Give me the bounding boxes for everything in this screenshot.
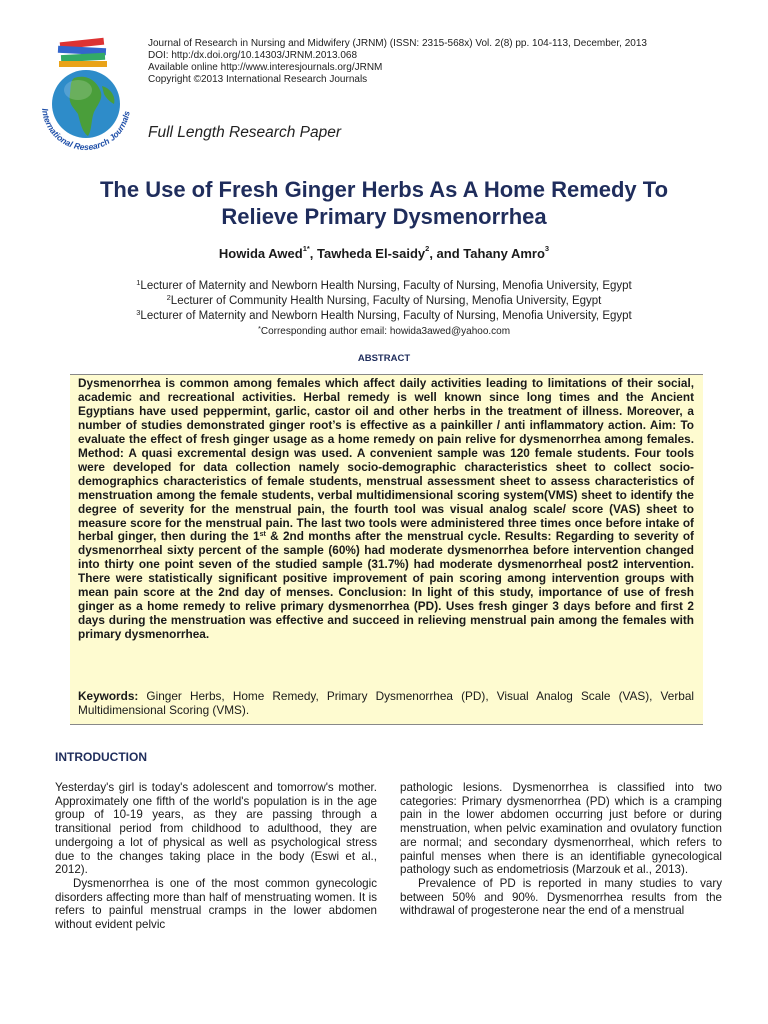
- keywords: [78, 689, 694, 717]
- author-2: , Tawheda El-saidy: [309, 246, 426, 261]
- keywords-text: Ginger Herbs, Home Remedy, Primary Dysmenorrhea (PD), Visual Analog Scale (VAS), Verbal Multidimensional Scoring (VMS).: [78, 689, 694, 717]
- corresponding-author: [0, 326, 768, 337]
- author-3: , and Tahany Amro: [429, 246, 545, 261]
- affiliation-1-sup: 1: [136, 278, 141, 287]
- journal-info: [148, 38, 647, 86]
- online-link[interactable]: Available online http://www.interesjournals.org/JRNM: [148, 62, 383, 73]
- abstract-box: [70, 374, 703, 725]
- affiliation-1: [0, 280, 768, 292]
- affiliation-3: [0, 310, 768, 322]
- journal-logo: [34, 34, 134, 154]
- affiliation-2-text: Lecturer of Community Health Nursing, Faculty of Nursing, Menofia University, Egypt: [170, 295, 602, 307]
- globe-books-logo: [34, 34, 134, 154]
- intro-paragraph-3: pathologic lesions. Dysmenorrhea is classified into two categories: Primary dysmenorrhea (PD) which is a cramping pain in the lower abdomen occurring just before or during menstruation, when pelvic examination and ovulatory function are normal; and secondary dysmenorrheal, which refers to painful menses when there is an identifiable gynecological pathology such as endometriosis (Marzouk et al., 2013).: [400, 781, 722, 877]
- paper-title: [0, 176, 768, 230]
- intro-paragraph-1: Yesterday's girl is today's adolescent and tomorrow's mother. Approximately one fifth of the world's population is in the age group of 10-19 years, as they are passing through a transitional period from childhood to adulthood, they are undergoing a lot of physical as well as psychological stress due to the changes taking place in the body (Eswi et al., 2012).: [55, 781, 377, 877]
- abstract-text-part-2: & 2nd months after the menstrual cycle. Results: Regarding to severity of dysmenorrheal sixty percent of the sample (60%) had moderate dysmenorrhea before intervention changed into thirty one point seven of the studied sample (31.7%) had moderate dysmenorrheal post2 intervention. There were statistically significant positive improvement of pain scoring among intervention groups with mean pain score at the 2nd day of menses. Conclusion: In light of this study, importance of use of fresh ginger as a home remedy to relive primary dysmenorrhea (PD). Uses fresh ginger 3 days before and first 2 days during the menstruation was effective and succeed in relieving menstrual pain among the females with primary dysmenorrhea.: [78, 529, 694, 642]
- corresponding-sup: *: [257, 324, 261, 333]
- journal-citation: Journal of Research in Nursing and Midwifery (JRNM) (ISSN: 2315-568x) Vol. 2(8) pp. 104-113, December, 2013: [148, 38, 647, 49]
- globe-icon: [52, 70, 120, 138]
- intro-left-column: [55, 781, 377, 932]
- affiliation-1-text: Lecturer of Maternity and Newborn Health Nursing, Faculty of Nursing, Menofia University, Egypt: [140, 280, 632, 292]
- title-line-1: The Use of Fresh Ginger Herbs As A Home Remedy To: [99, 177, 669, 202]
- author-3-sup: 3: [544, 244, 550, 253]
- affiliation-2: [0, 295, 768, 307]
- abstract-text-part-1: Dysmenorrhea is common among females which affect daily activities leading to limitations of their social, academic and recreational activities. Herbal remedy is well known since long times and the Ancient Egyptians have used peppermint, garlic, castor oil and other herbs in the treatment of illness. Moreover, a number of studies demonstrated ginger root’s is effective as a painkiller / anti inflammatory action. Aim: To evaluate the effect of fresh ginger usage as a home remedy on pain relive for dysmenorrhea among females. Method: A quasi excremental design was used. A convenient sample was 120 female students. Four tools were developed for data collection namely socio-demographic characteristics sheet to collect socio-demographics characteristics of female students, menstrual assessment sheet to assess characteristics of menstruation among the female students, verbal multidimensional scoring system(VMS) sheet to identify the degree of severity for the menstrual pain, the fourth tool was visual analog scale/ score (VAS) sheet to measure score for the menstrual pain. The last two tools were administered three times once before intake of herbal ginger, then during the 1: [78, 376, 694, 544]
- author-1: Howida Awed: [218, 246, 303, 261]
- copyright-line: Copyright ©2013 International Research Journals: [148, 74, 368, 85]
- abstract-text: [78, 377, 694, 642]
- intro-paragraph-2: Dysmenorrhea is one of the most common gynecologic disorders affecting more than half of menstruating women. It is refers to painful menstrual cramps in the lower abdomen without evident pelvic: [55, 876, 377, 932]
- title-line-2: Relieve Primary Dysmenorrhea: [221, 204, 547, 229]
- intro-paragraph-4: Prevalence of PD is reported in many studies to vary between 50% and 90%. Dysmenorrhea results from the withdrawal of progesterone near the end of a menstrual: [400, 876, 722, 918]
- affiliation-2-sup: 2: [166, 293, 171, 302]
- authors: [0, 246, 768, 261]
- intro-right-column: [400, 781, 722, 918]
- abstract-heading: ABSTRACT: [357, 353, 411, 364]
- affiliation-3-sup: 3: [136, 308, 141, 317]
- doi-line[interactable]: DOI: http:/dx.doi.org/10.14303/JRNM.2013.068: [148, 50, 358, 61]
- introduction-heading: INTRODUCTION: [55, 750, 147, 764]
- paper-type: Full Length Research Paper: [148, 124, 342, 141]
- abstract-sup: st: [259, 531, 266, 539]
- corresponding-email[interactable]: Corresponding author email: howida3awed@yahoo.com: [260, 326, 511, 337]
- author-2-sup: 2: [425, 244, 430, 253]
- books-icon: [58, 38, 107, 67]
- author-1-sup: 1*: [302, 244, 310, 253]
- affiliation-3-text: Lecturer of Maternity and Newborn Health Nursing, Faculty of Nursing, Menofia University, Egypt: [140, 310, 632, 322]
- keywords-label: Keywords:: [78, 689, 139, 703]
- logo-text: International Research Journals: [40, 107, 132, 153]
